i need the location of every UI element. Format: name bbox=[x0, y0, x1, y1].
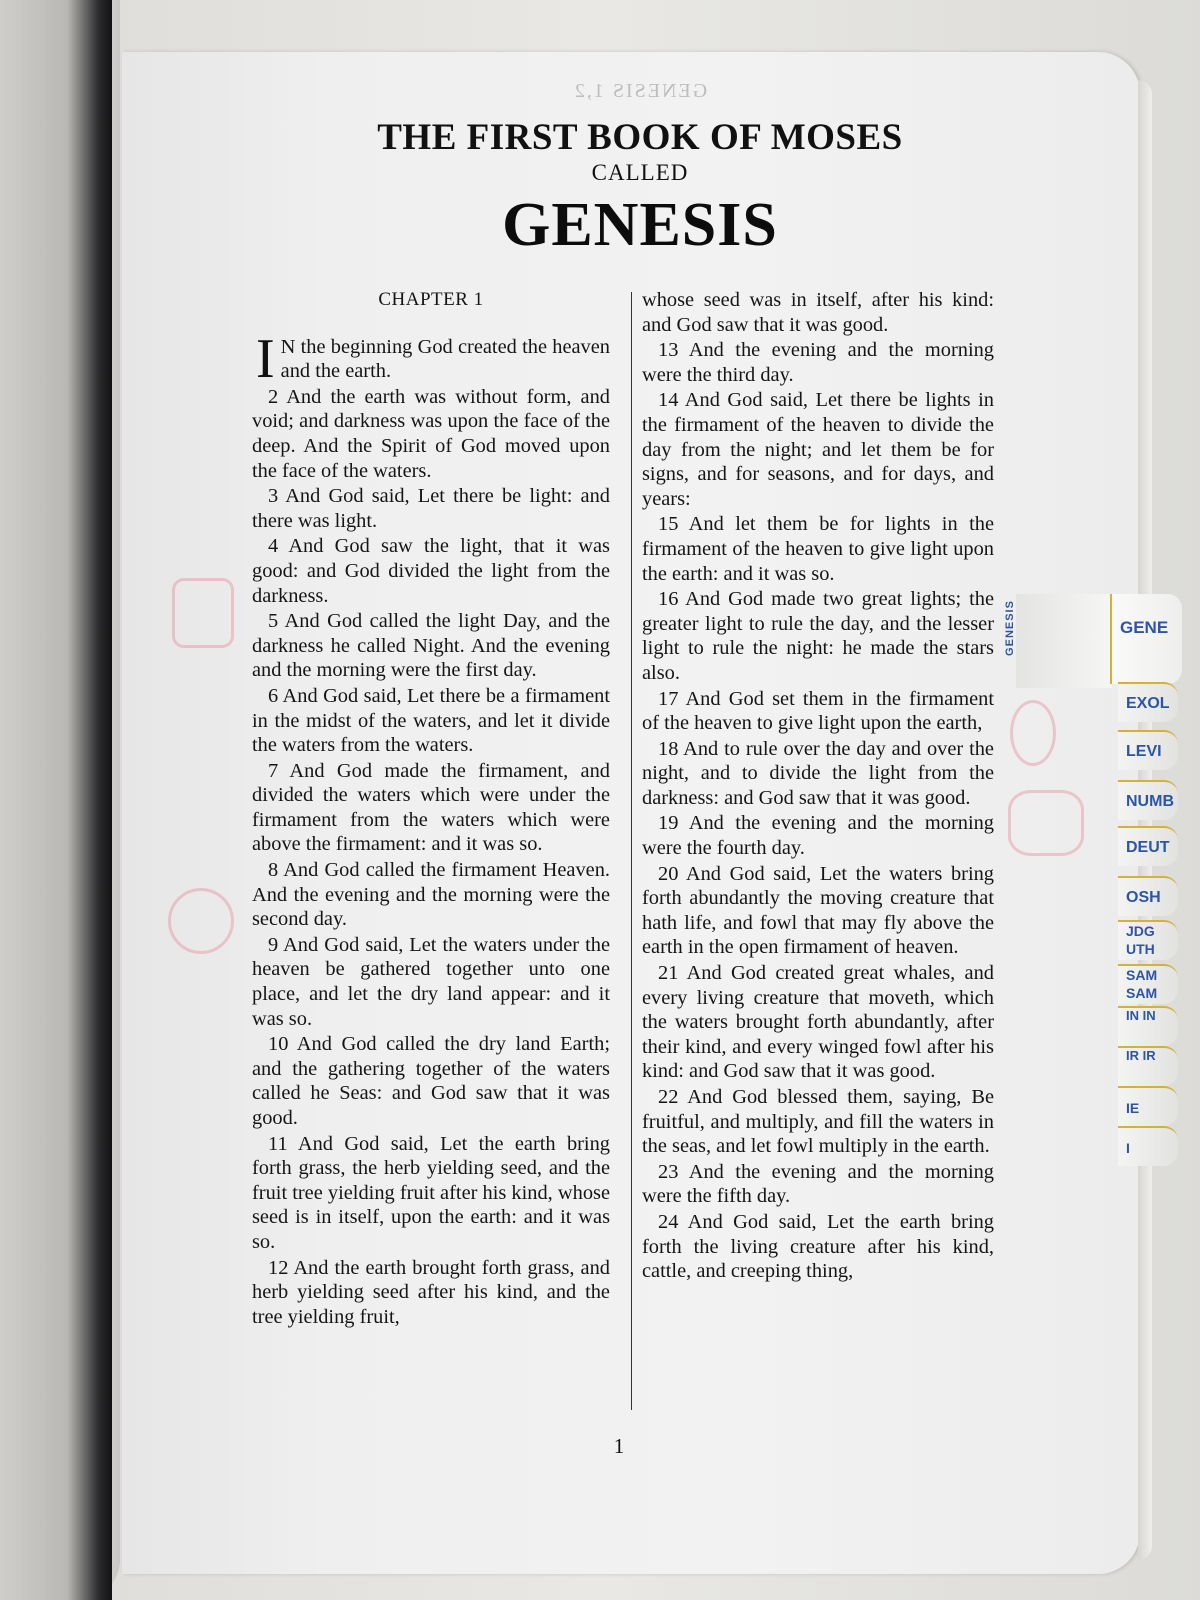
tab-nehemiah[interactable]: IE bbox=[1118, 1086, 1178, 1126]
tab-exodus[interactable]: EXOL bbox=[1118, 682, 1178, 722]
bleed-through-emblem bbox=[1008, 790, 1084, 856]
bleed-through-emblem bbox=[1010, 700, 1056, 766]
tab-chronicles[interactable]: IR IR bbox=[1118, 1046, 1178, 1086]
verse-10: 10 And God called the dry land Earth; and the gathering together of the waters called he Seas: and God saw that it was good. bbox=[252, 1033, 610, 1129]
verse-8: 8 And God called the firmament Heaven. And the evening and the morning were the second day. bbox=[252, 859, 610, 931]
verse-24: 24 And God said, Let the earth bring forth the living creature after his kind, cattle, and creeping thing, bbox=[642, 1210, 994, 1283]
tab-joshua[interactable]: OSH bbox=[1118, 876, 1178, 916]
bleed-through-emblem bbox=[172, 578, 234, 648]
verse-23: 23 And the evening and the morning were the fifth day. bbox=[642, 1160, 994, 1208]
book-cover-edge bbox=[0, 0, 112, 1600]
verse-21: 21 And God created great whales, and every living creature that moveth, which the waters brought forth abundantly, after their kind, and every winged fowl after his kind: and God saw that it was good. bbox=[642, 962, 994, 1083]
verse-4: 4 And God saw the light, that it was good: and God divided the light from the darkness. bbox=[252, 535, 610, 607]
verse-15: 15 And let them be for lights in the firmament of the heaven to give light upon the earth: and it was so. bbox=[642, 513, 994, 585]
tab-deuteronomy[interactable]: DEUT bbox=[1118, 826, 1178, 866]
bleed-through-running-head: GENESIS 1,2 bbox=[572, 80, 708, 102]
tab-kings[interactable]: IN IN bbox=[1118, 1006, 1178, 1046]
chapter-heading: CHAPTER 1 bbox=[378, 289, 484, 310]
verse-11: 11 And God said, Let the earth bring forth grass, the herb yielding seed, and the fruit tree yielding fruit after his kind, whose seed is in itself, upon the earth: and it was so. bbox=[252, 1132, 610, 1253]
text-column-right bbox=[642, 288, 994, 1285]
verse-12-continued: whose seed was in itself, after his kind: and God saw that it was good. bbox=[642, 289, 994, 336]
page-number: 1 bbox=[613, 1434, 625, 1458]
tab-judges-ruth[interactable]: JDG UTH bbox=[1118, 920, 1178, 960]
verse-22: 22 And God blessed them, saying, Be fruitful, and multiply, and fill the waters in the seas, and let fowl multiply in the earth. bbox=[642, 1086, 994, 1158]
verse-19: 19 And the evening and the morning were the fourth day. bbox=[642, 812, 994, 860]
verse-1: I N the beginning God created the heaven and the earth. bbox=[256, 327, 610, 390]
text-column-left bbox=[252, 288, 610, 1330]
thumb-index-spine bbox=[1003, 594, 1112, 688]
verse-2: 2 And the earth was without form, and void; and darkness was upon the face of the deep. And the Spirit of God moved upon the face of the waters. bbox=[252, 385, 610, 482]
verse-9: 9 And God said, Let the waters under the heaven be gathered together unto one place, and let the dry land appear: and it was so. bbox=[252, 933, 610, 1030]
verse-14: 14 And God said, Let there be lights in the firmament of the heaven to divide the day from the night; and let them be for signs, and for seasons, and for days, and years: bbox=[642, 389, 994, 510]
thumb-index-tabs bbox=[1003, 586, 1200, 1266]
verse-13: 13 And the evening and the morning were the third day. bbox=[642, 339, 994, 386]
verse-5: 5 And God called the light Day, and the darkness he called Night. And the evening and the morning were the first day. bbox=[252, 610, 610, 682]
verse-12: 12 And the earth brought forth grass, and herb yielding seed after his kind, and the tree yielding fruit, bbox=[252, 1256, 610, 1328]
verse-3: 3 And God said, Let there be light: and there was light. bbox=[252, 485, 610, 532]
book-title-line-2: CALLED bbox=[591, 160, 689, 185]
verse-17: 17 And God set them in the firmament of the heaven to give light upon the earth, bbox=[642, 687, 994, 735]
verse-20: 20 And God said, Let the waters bring forth abundantly the moving creature that hath life, and fowl that may fly above the earth in the open firmament of heaven. bbox=[642, 862, 994, 959]
verse-16: 16 And God made two great lights; the greater light to rule the day, and the lesser light to rule the night: he made the stars also. bbox=[642, 588, 994, 684]
verse-7: 7 And God made the firmament, and divided the waters which were under the firmament from the waters which were above the firmament: and it was so. bbox=[252, 759, 610, 856]
verse-6: 6 And God said, Let there be a firmament in the midst of the waters, and let it divide the waters from the waters. bbox=[252, 684, 610, 757]
spine-label: GENESIS bbox=[1003, 600, 1016, 656]
tab-numbers[interactable]: NUMB bbox=[1118, 780, 1178, 820]
column-divider bbox=[631, 292, 632, 1410]
drop-cap: I bbox=[256, 327, 275, 390]
bleed-through-emblem bbox=[168, 888, 234, 954]
tab-genesis[interactable]: GENE bbox=[1110, 594, 1182, 684]
verse-18: 18 And to rule over the day and over the night, and to divide the light from the darkness: and God saw that it was good. bbox=[642, 737, 994, 809]
book-title-genesis: GENESIS bbox=[502, 191, 778, 259]
book-title-line-1: THE FIRST BOOK OF MOSES bbox=[377, 117, 903, 158]
tab-job[interactable]: I bbox=[1118, 1126, 1178, 1166]
tab-samuel[interactable]: SAM SAM bbox=[1118, 964, 1178, 1004]
tab-leviticus[interactable]: LEVI bbox=[1118, 730, 1178, 770]
